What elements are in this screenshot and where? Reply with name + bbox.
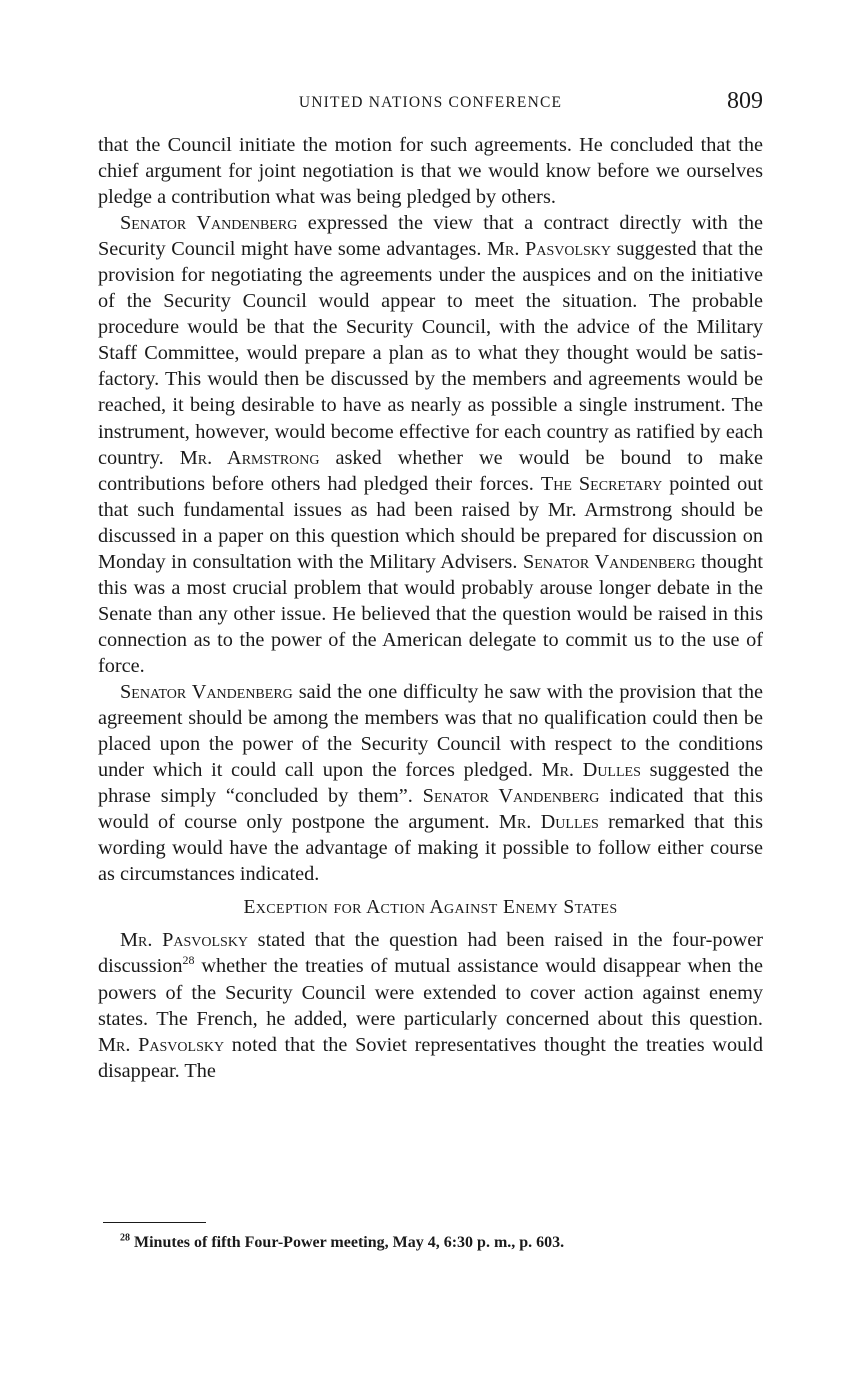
paragraph-text: remarked that this wording would have the advantage of making it possible to follow either course as circumstances indicated. <box>98 811 763 886</box>
paragraph-text: thought this was a most crucial problem that would probably arouse longer debate in the Senate than any other issue. He believed that the question would be raised in this connection as to the power of the American delegate to commit us to the use of force. <box>98 550 763 677</box>
paragraph-text: indicated that this would of course only postpone the argument. <box>98 785 763 834</box>
speaker-name: Mr. Pasvolsky <box>120 929 249 952</box>
paragraph-4 <box>98 927 763 1083</box>
footnote <box>120 1233 740 1253</box>
footnote-reference[interactable]: 28 <box>182 953 195 968</box>
speaker-name: Senator Vandenberg <box>120 680 293 703</box>
paragraph-1: that the Council initiate the motion for such agreements. He concluded that the chief argument for joint negotiation is that we would know before we ourselves pledge a contribution what was being pledged by others. <box>98 134 763 209</box>
paragraph-text: suggested that the provision for negotiating the agreements under the auspices and on the initiative of the Security Council would appear to meet the situation. The probable procedure would be that the Security Council, with the advice of the Military Staff Committee, would prepare a plan as to what they thought would be satisfactory. This would then be discussed by the members and agreements would be reached, it being desirable to have as nearly as possible a single instrument. The instrument, however, would become effective for each country as ratified by each country. <box>98 238 763 469</box>
paragraph-text: noted that the Soviet representatives thought the treaties would disappear. The <box>98 1033 763 1082</box>
footnote-divider <box>103 1222 206 1223</box>
paragraph-text: whether the treaties of mutual assistance would disappear when the powers of the Security Council were extended to cover action against enemy states. The French, he added, were particularly concerned about this question. <box>98 955 763 1030</box>
running-head <box>98 88 763 122</box>
speaker-name: Senator Vandenberg <box>120 212 298 235</box>
footnote-marker: 28 <box>120 1232 130 1244</box>
paragraph-3 <box>98 679 763 887</box>
speaker-name: Mr. Dulles <box>541 759 641 782</box>
paragraph-2 <box>98 210 763 679</box>
paragraph-text: asked whether we would be bound to make contributions before others had pledged their forces. <box>98 446 763 495</box>
paragraph-text: expressed the view that a contract directly with the Security Council might have some advantages. <box>98 212 763 261</box>
speaker-name: Mr. Pasvolsky <box>98 1033 225 1056</box>
speaker-name: Mr. Armstrong <box>179 446 320 469</box>
speaker-name: Senator Vandenberg <box>422 785 600 808</box>
footnote-text: Minutes of fifth Four-Power meeting, May 4, 6:30 p. m., p. 603. <box>134 1234 565 1251</box>
paragraph-text: pointed out that such fundamental issues as had been raised by Mr. Armstrong should be discussed in a paper on this question which should be prepared for discussion on Monday in consultation with the Military Advisers. <box>98 472 763 573</box>
speaker-name: The Secretary <box>540 472 663 495</box>
section-heading: Exception for Action Against Enemy States <box>243 897 618 919</box>
running-title: UNITED NATIONS CONFERENCE <box>298 94 563 111</box>
paragraph-text: said the one difficulty he saw with the provision that the agreement should be among the members was that no qualification could then be placed upon the power of the Security Council with respect to the conditions under which it could call upon the forces pledged. <box>98 680 763 782</box>
speaker-name: Senator Vandenberg <box>522 550 696 573</box>
speaker-name: Mr. Dulles <box>498 811 599 834</box>
body-text <box>98 132 763 1084</box>
page-number: 809 <box>727 88 763 114</box>
paragraph-text: stated that the question had been raised in the four-power discussion <box>98 929 764 978</box>
paragraph-text: suggested the phrase simply “concluded by them”. <box>98 759 764 808</box>
speaker-name: Mr. Pasvolsky <box>487 238 612 261</box>
